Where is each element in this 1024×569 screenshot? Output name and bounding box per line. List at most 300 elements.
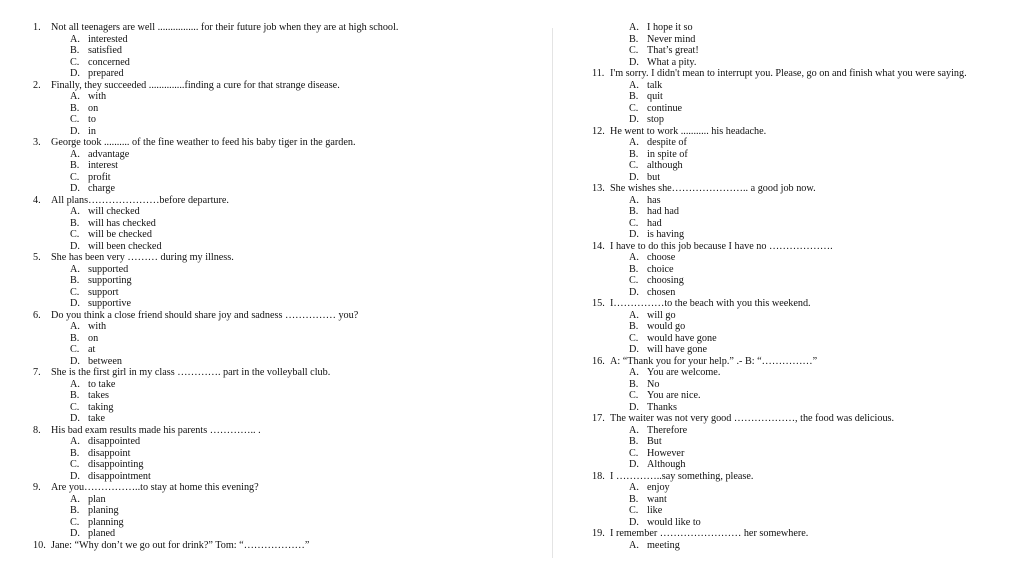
answer-option[interactable] [592,160,1012,172]
option-text: meeting [647,539,680,551]
question-number: 6. [33,309,41,321]
answer-option[interactable] [33,114,548,126]
option-text: like [647,505,663,516]
question-number: 8. [33,424,41,436]
answer-option[interactable] [592,494,1012,506]
option-letter: D. [629,401,639,413]
question-item [33,310,548,368]
option-text: will be checked [88,229,152,240]
option-text: However [647,447,685,459]
option-letter: D. [629,171,639,183]
question-number: 2. [33,79,41,91]
answer-option[interactable] [592,436,1012,448]
option-text: would like to [647,516,701,528]
question-text: His bad exam results made his parents ………….. . [51,424,261,436]
option-text: charge [88,183,115,194]
answer-option[interactable] [33,264,548,276]
option-text: takes [88,390,109,401]
option-letter: C. [629,390,639,401]
answer-option[interactable] [33,160,548,172]
question-number: 12. [592,125,605,137]
option-text: choice [647,263,674,275]
answer-option[interactable] [592,275,1012,287]
answer-option[interactable] [33,275,548,287]
option-text: on [88,102,99,114]
option-letter: C. [70,344,80,355]
answer-option[interactable] [592,103,1012,115]
option-letter: B. [629,436,639,447]
option-text: continue [647,102,683,114]
option-text: has [647,194,661,206]
question-line [592,68,1012,80]
option-text: support [88,286,119,298]
question-item [592,183,1012,241]
option-text: supported [88,263,129,275]
option-letter: D. [70,125,80,137]
option-text: enjoy [647,482,670,493]
option-text: talk [647,79,663,91]
answer-option[interactable] [33,413,548,425]
question-line [33,540,548,552]
option-text: in spite of [647,148,688,160]
right-questions [592,68,1012,551]
option-letter: C. [70,516,80,528]
question-number: 1. [33,22,41,33]
answer-option[interactable] [592,91,1012,103]
question-line [592,241,1012,253]
option-text: No [647,378,660,390]
question-item [33,80,548,138]
option-letter: B. [70,160,80,171]
answer-option[interactable] [592,264,1012,276]
answer-option[interactable] [33,287,548,299]
option-text: planed [88,528,116,539]
question-item [592,471,1012,529]
option-text: chosen [647,286,676,298]
column-divider [552,28,553,558]
option-letter: C. [629,160,639,171]
answer-option[interactable] [592,379,1012,391]
answer-option[interactable] [592,344,1012,356]
option-letter: C. [629,505,639,516]
option-letter: A. [629,367,639,378]
question-text: I …………..say something, please. [610,470,754,482]
answer-option[interactable] [33,344,548,356]
answer-option[interactable] [592,287,1012,299]
answer-option[interactable] [592,333,1012,345]
question-line [33,22,548,34]
answer-option[interactable] [592,505,1012,517]
answer-option[interactable] [33,436,548,448]
option-letter: C. [70,286,80,298]
option-text: between [88,355,122,367]
question-text: Jane: “Why don’t we go out for drink?” Tom: “………………” [51,539,310,551]
option-text: But [647,436,662,447]
answer-option[interactable] [33,471,548,483]
option-text: with [88,91,107,102]
answer-option[interactable] [592,57,1012,69]
option-letter: B. [70,217,80,229]
option-letter: B. [629,148,639,160]
question-item [592,528,1012,551]
question-number: 14. [592,240,605,252]
question-number: 3. [33,137,41,148]
option-letter: D. [70,355,80,367]
option-letter: A. [70,33,80,45]
answer-option[interactable] [592,34,1012,46]
answer-option[interactable] [592,390,1012,402]
question-line [33,195,548,207]
option-letter: A. [629,137,639,148]
question-item [33,22,548,80]
question-text: I'm sorry. I didn't mean to interrupt you. Please, go on and finish what you were saying. [610,68,967,79]
option-text: choosing [647,275,684,286]
option-letter: D. [629,459,639,470]
question-text: She wishes she………………….. a good job now. [610,183,816,194]
answer-option[interactable] [592,310,1012,322]
question-number: 7. [33,367,41,378]
option-text: although [647,160,683,171]
option-text: disappointing [88,459,144,470]
question-line [592,126,1012,138]
answer-option[interactable] [33,298,548,310]
option-letter: A. [629,22,639,33]
option-letter: D. [629,229,639,240]
option-letter: B. [629,91,639,102]
option-text: at [88,344,96,355]
option-text: interested [88,33,128,45]
option-letter: B. [70,447,80,459]
option-letter: A. [70,91,80,102]
answer-option[interactable] [33,172,548,184]
question-item [592,126,1012,184]
answer-option[interactable] [33,402,548,414]
question-line [592,183,1012,195]
answer-option[interactable] [592,206,1012,218]
question-item [33,482,548,540]
option-text: disappointed [88,436,141,447]
option-text: disappoint [88,447,131,459]
option-text: will been checked [88,240,162,252]
question-item [592,356,1012,414]
option-letter: C. [629,217,639,229]
option-letter: D. [70,240,80,252]
question-text: The waiter was not very good ………………, the food was delicious. [610,413,895,424]
option-text: advantage [88,148,130,160]
question-line [33,310,548,322]
question-line [33,482,548,494]
question-number: 16. [592,355,605,367]
question-text: All plans…………………before departure. [51,194,229,206]
option-letter: C. [629,275,639,286]
question-item [33,367,548,425]
option-text: choose [647,252,676,263]
answer-option[interactable] [33,379,548,391]
option-letter: A. [629,79,639,91]
question-item [592,298,1012,356]
answer-option[interactable] [33,183,548,195]
option-text: You are nice. [647,390,701,401]
option-letter: B. [70,275,80,286]
option-letter: D. [70,470,80,482]
option-letter: B. [629,263,639,275]
answer-option[interactable] [592,195,1012,207]
option-letter: B. [70,45,80,56]
option-text: disappointment [88,470,151,482]
answer-option[interactable] [592,149,1012,161]
question-10-options [592,22,1012,68]
option-letter: A. [629,482,639,493]
option-text: on [88,332,99,344]
question-text: She has been very ……… during my illness. [51,252,234,263]
question-item [33,252,548,310]
question-text: George took .......... of the fine weather to feed his baby tiger in the garden. [51,137,356,148]
answer-option[interactable] [33,45,548,57]
option-letter: B. [70,390,80,401]
option-letter: C. [70,171,80,183]
answer-option[interactable] [592,367,1012,379]
option-letter: B. [629,33,639,45]
question-number: 17. [592,413,605,424]
answer-option[interactable] [33,34,548,46]
question-number: 4. [33,194,41,206]
option-text: will has checked [88,217,156,229]
option-letter: A. [70,436,80,447]
option-text: taking [88,401,114,413]
question-number: 11. [592,68,605,79]
answer-option[interactable] [592,229,1012,241]
answer-option[interactable] [33,321,548,333]
option-letter: C. [629,332,639,344]
answer-option[interactable] [33,459,548,471]
question-text: Finally, they succeeded ..............finding a cure for that strange disease. [51,79,340,91]
option-letter: B. [70,505,80,516]
option-letter: B. [629,378,639,390]
question-line [592,471,1012,483]
answer-option[interactable] [592,80,1012,92]
question-number: 18. [592,470,605,482]
option-letter: C. [629,45,639,56]
answer-option[interactable] [33,229,548,241]
answer-option[interactable] [592,459,1012,471]
question-number: 15. [592,298,605,309]
question-item [592,413,1012,471]
question-number: 10. [33,539,46,551]
option-text: will have gone [647,344,707,355]
option-letter: B. [629,321,639,332]
answer-option[interactable] [33,126,548,138]
question-number: 13. [592,183,605,194]
question-number: 5. [33,252,41,263]
question-item [33,425,548,483]
option-text: satisfied [88,45,122,56]
option-text: is having [647,229,685,240]
question-line [33,425,548,437]
question-text: Do you think a close friend should share joy and sadness …………… you? [51,309,359,321]
answer-option[interactable] [592,482,1012,494]
option-text: You are welcome. [647,367,721,378]
option-text: will checked [88,206,140,217]
answer-option[interactable] [592,172,1012,184]
option-letter: D. [629,344,639,355]
option-letter: D. [629,286,639,298]
answer-option[interactable] [33,333,548,345]
answer-option[interactable] [592,540,1012,552]
option-text: I hope it so [647,22,693,33]
answer-option[interactable] [33,390,548,402]
option-letter: A. [629,194,639,206]
question-line [33,137,548,149]
question-text: She is the first girl in my class …………. part in the volleyball club. [51,367,331,378]
answer-option[interactable] [33,57,548,69]
option-letter: C. [70,459,80,470]
option-text: to take [88,378,116,390]
option-text: will go [647,309,676,321]
question-line [592,528,1012,540]
answer-option[interactable] [33,206,548,218]
answer-option[interactable] [592,218,1012,230]
option-letter: A. [70,378,80,390]
answer-option[interactable] [592,425,1012,437]
option-letter: C. [70,401,80,413]
option-letter: A. [629,424,639,436]
option-letter: D. [629,56,639,68]
option-text: had [647,217,662,229]
question-item [33,195,548,253]
left-column [33,22,548,551]
option-letter: A. [70,148,80,160]
option-letter: B. [629,206,639,217]
option-text: despite of [647,137,687,148]
question-text: I remember …………………… her somewhere. [610,528,809,539]
option-letter: C. [70,56,80,68]
option-text: interest [88,160,118,171]
right-column [592,22,1012,551]
option-letter: B. [629,493,639,505]
option-text: to [88,114,96,125]
option-text: Therefore [647,424,688,436]
option-letter: C. [70,229,80,240]
option-letter: C. [70,114,80,125]
answer-option[interactable] [592,137,1012,149]
question-line [592,298,1012,310]
option-text: would have gone [647,332,717,344]
option-text: Although [647,459,686,470]
option-text: in [88,125,96,137]
option-letter: A. [70,263,80,275]
option-letter: D. [629,114,639,125]
option-letter: D. [70,183,80,194]
option-letter: D. [70,528,80,539]
option-text: quit [647,91,663,102]
answer-option[interactable] [33,356,548,368]
option-letter: A. [629,309,639,321]
option-letter: D. [70,68,80,79]
option-text: planing [88,505,119,516]
question-text: Not all teenagers are well ................ for their future job when they are at high school. [51,22,399,33]
answer-option[interactable] [592,45,1012,57]
option-letter: A. [629,252,639,263]
answer-option[interactable] [33,448,548,460]
option-text: prepared [88,68,124,79]
option-text: want [647,493,667,505]
option-text: Thanks [647,401,677,413]
option-letter: B. [70,332,80,344]
option-letter: A. [629,539,639,551]
question-number: 9. [33,482,41,493]
question-item [592,241,1012,299]
question-text: He went to work ........... his headache. [610,125,767,137]
option-letter: B. [70,102,80,114]
answer-option[interactable] [592,22,1012,34]
option-text: Never mind [647,33,696,45]
option-text: planning [88,516,124,528]
option-letter: A. [70,206,80,217]
option-text: profit [88,171,111,183]
question-text: Are you……………..to stay at home this evening? [51,482,259,493]
option-letter: C. [629,102,639,114]
question-line [592,413,1012,425]
question-line [592,356,1012,368]
answer-option[interactable] [592,517,1012,529]
answer-option[interactable] [33,91,548,103]
option-text: supporting [88,275,132,286]
question-line [33,367,548,379]
option-text: take [88,413,105,424]
answer-option[interactable] [33,241,548,253]
question-text: A: “Thank you for your help.” .- B: “……………” [610,355,818,367]
option-letter: D. [629,516,639,528]
question-item [33,540,548,552]
option-text: would go [647,321,686,332]
answer-option[interactable] [592,448,1012,460]
option-text: had had [647,206,679,217]
question-item [33,137,548,195]
question-text: I……………to the beach with you this weekend. [610,298,811,309]
question-line [33,80,548,92]
answer-option[interactable] [592,252,1012,264]
answer-option[interactable] [33,505,548,517]
answer-option[interactable] [592,114,1012,126]
option-letter: C. [629,447,639,459]
option-text: supportive [88,298,132,309]
question-number: 19. [592,528,605,539]
option-text: plan [88,493,106,505]
option-text: stop [647,114,664,125]
question-item [592,68,1012,126]
option-text: but [647,171,661,183]
option-text: with [88,321,107,332]
answer-option[interactable] [33,218,548,230]
answer-option[interactable] [33,103,548,115]
answer-option[interactable] [33,528,548,540]
option-text: That’s great! [647,45,699,56]
answer-option[interactable] [33,494,548,506]
option-letter: A. [70,493,80,505]
answer-option[interactable] [592,402,1012,414]
answer-option[interactable] [33,68,548,80]
answer-option[interactable] [33,149,548,161]
option-letter: D. [70,298,80,309]
answer-option[interactable] [33,517,548,529]
option-text: concerned [88,56,130,68]
answer-option[interactable] [592,321,1012,333]
question-line [33,252,548,264]
option-letter: A. [70,321,80,332]
question-text: I have to do this job because I have no ………………. [610,240,833,252]
option-text: What a pity. [647,56,697,68]
option-letter: D. [70,413,80,424]
